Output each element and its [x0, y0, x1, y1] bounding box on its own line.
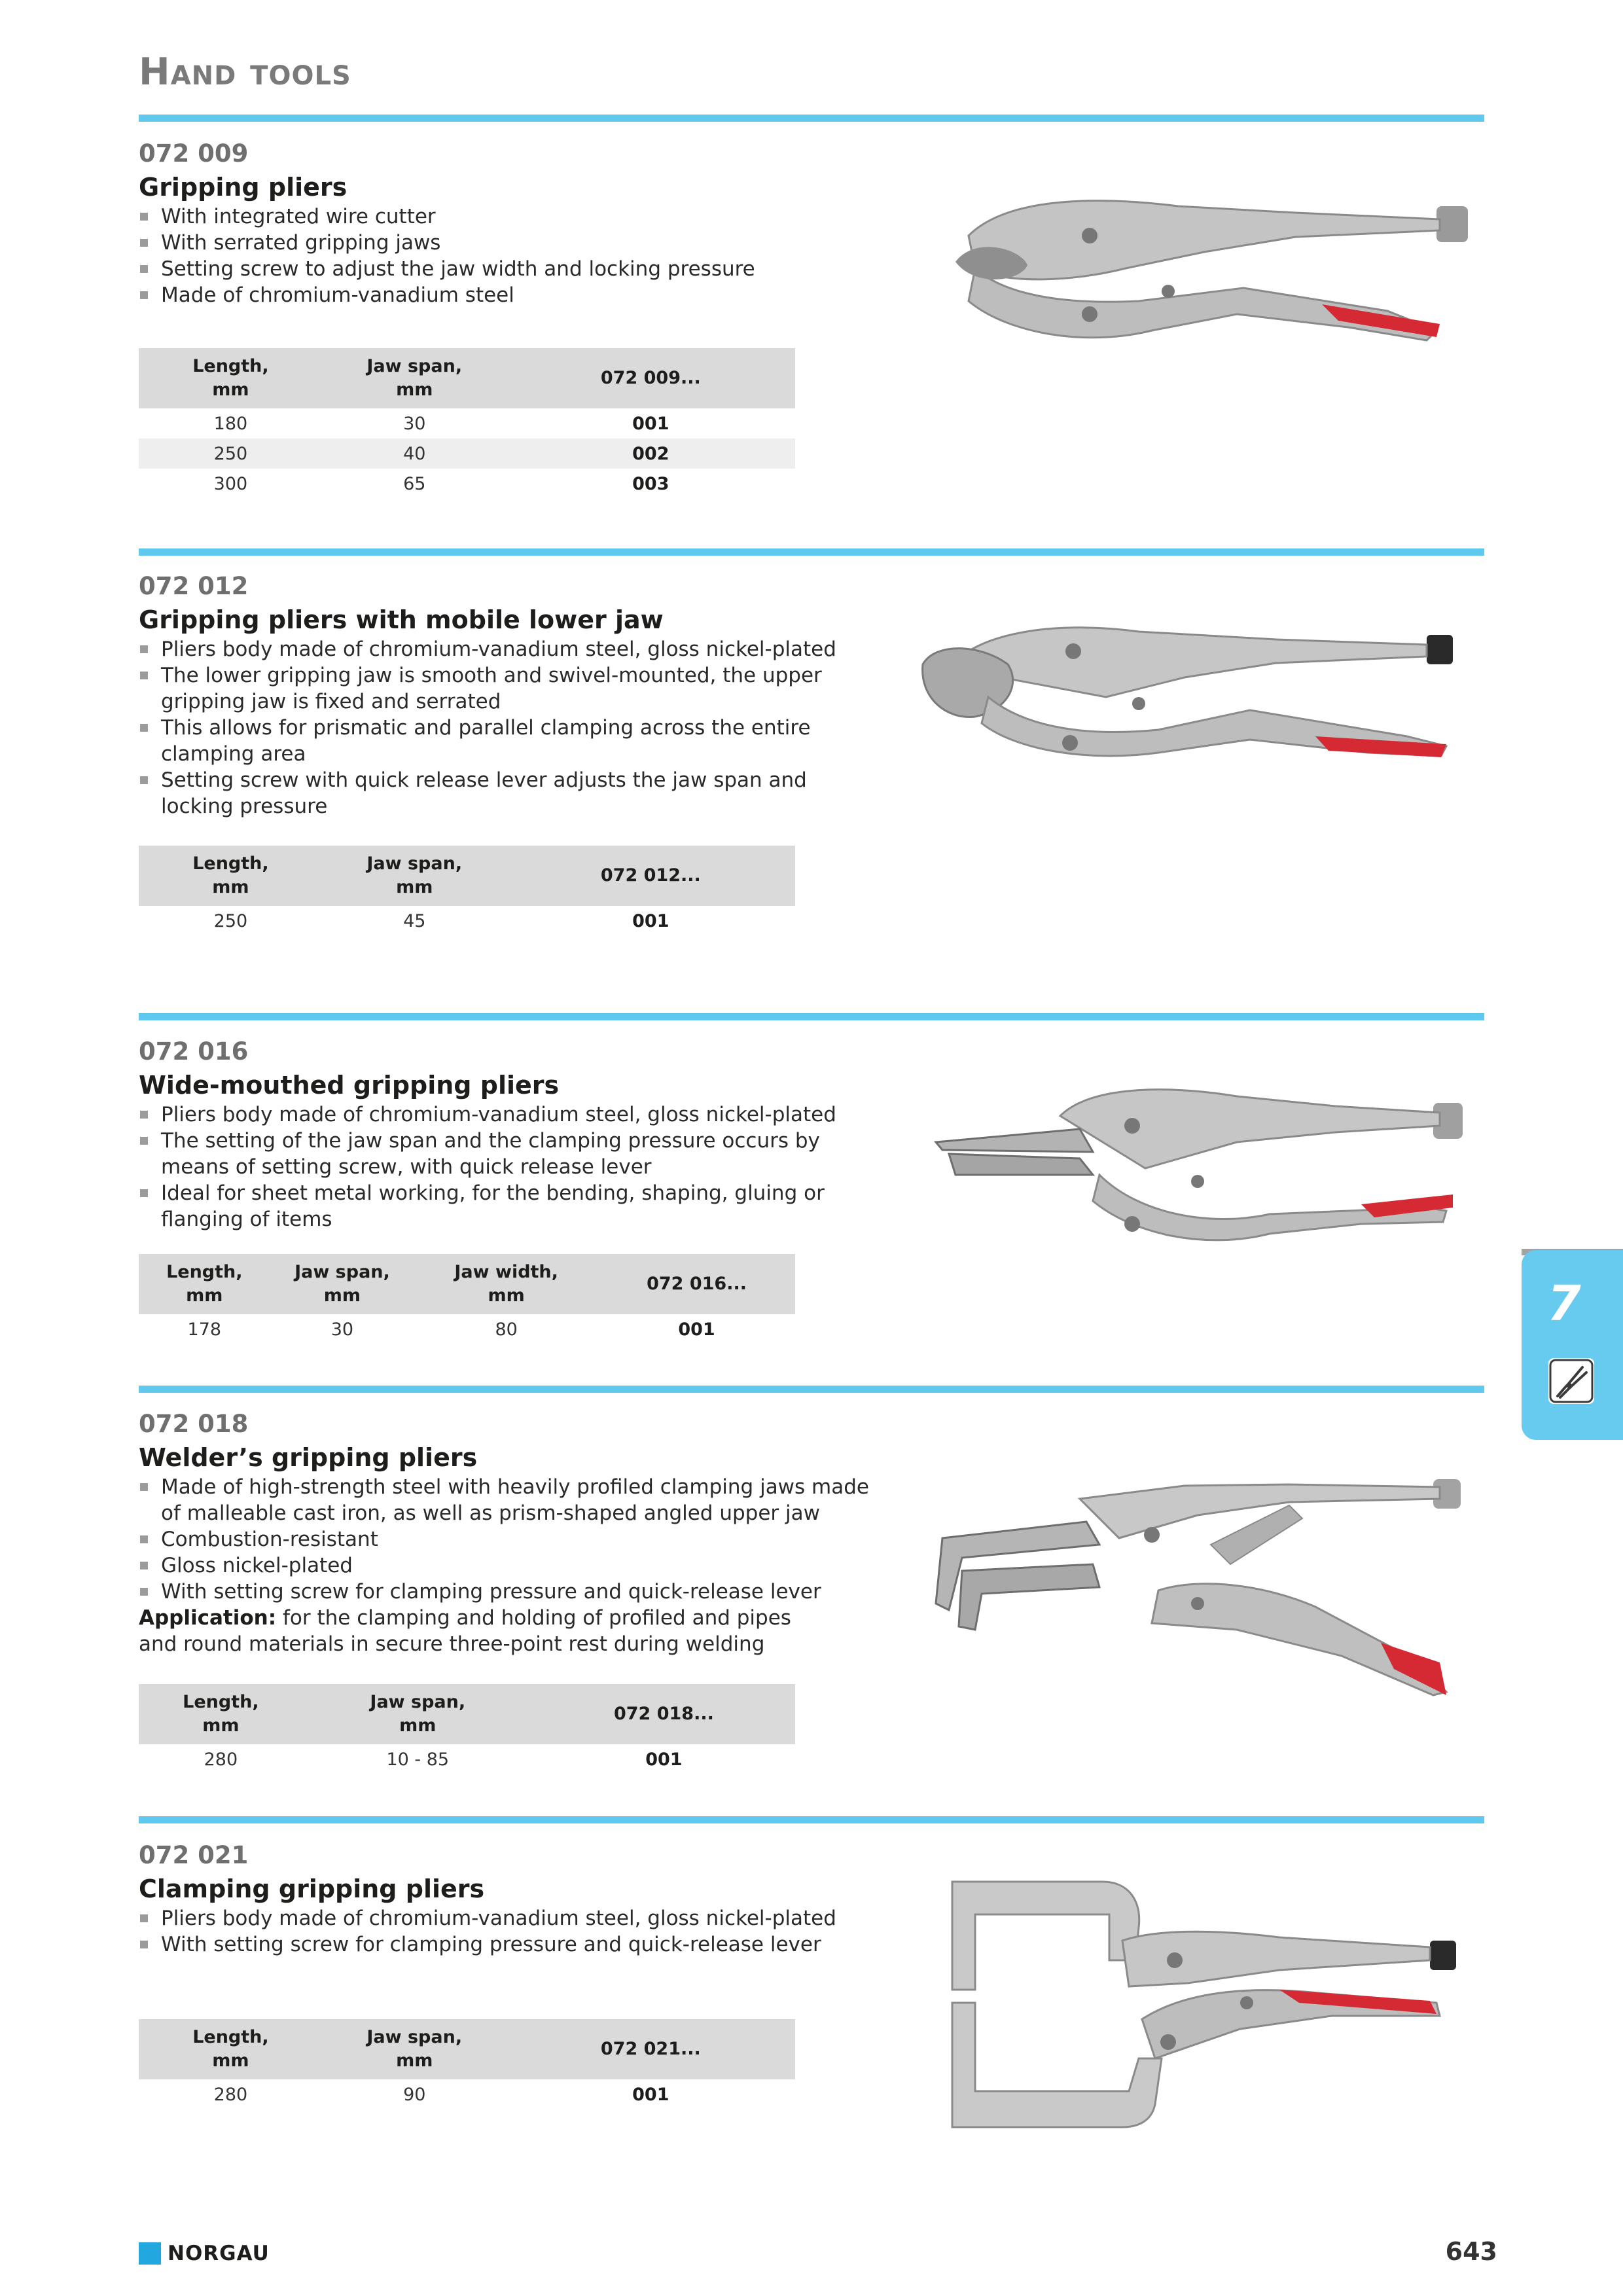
- table-cell: 30: [403, 413, 426, 434]
- product-name: Gripping pliers: [139, 173, 348, 202]
- table-header: Length, mm: [139, 348, 323, 408]
- section-rule: [139, 548, 1484, 556]
- page-title: Hand tools: [139, 50, 351, 94]
- feature-item: Gloss nickel-plated: [139, 1552, 872, 1579]
- spec-table: [139, 1684, 795, 1774]
- article-number: 001: [678, 1319, 715, 1340]
- product-photo-welding-pliers: [923, 1466, 1499, 1708]
- product-code: 072 012: [139, 572, 249, 600]
- table-header: Jaw span, mm: [323, 2019, 507, 2079]
- table-row: [139, 408, 795, 439]
- chapter-number: 7: [1547, 1276, 1581, 1332]
- table-cell: 30: [330, 1319, 354, 1340]
- table-header: Length, mm: [139, 846, 323, 906]
- table-header: Jaw span, mm: [270, 1254, 415, 1314]
- feature-item: Pliers body made of chromium-vanadium steel, gloss nickel-plated: [139, 636, 872, 662]
- spec-table: [139, 2019, 795, 2109]
- product-code: 072 009: [139, 139, 249, 168]
- table-row: [139, 906, 795, 936]
- table-cell: 40: [323, 439, 507, 469]
- table-cell: 80: [495, 1319, 518, 1340]
- table-header: Jaw span, mm: [323, 846, 507, 906]
- feature-item: Pliers body made of chromium-vanadium steel, gloss nickel-plated: [139, 1102, 872, 1128]
- feature-item: With setting screw for clamping pressure and quick-release lever: [139, 1931, 872, 1958]
- product-photo-swivel-jaw-pliers: [910, 605, 1486, 776]
- product-code: 072 021: [139, 1841, 249, 1869]
- section-rule: [139, 1013, 1484, 1020]
- feature-item: With serrated gripping jaws: [139, 230, 872, 256]
- feature-item: With setting screw for clamping pressure and quick-release lever: [139, 1579, 872, 1605]
- feature-list: [139, 1905, 872, 1958]
- brand-name: NORGAU: [168, 2242, 270, 2265]
- table-header: Length, mm: [139, 1254, 270, 1314]
- table-cell: 280: [213, 2084, 248, 2105]
- spec-table: [139, 348, 795, 499]
- feature-item: Pliers body made of chromium-vanadium steel, gloss nickel-plated: [139, 1905, 872, 1931]
- table-header: Length, mm: [139, 1684, 303, 1744]
- feature-item: This allows for prismatic and parallel clamping across the entire clamping area: [139, 715, 872, 767]
- product-name: Clamping gripping pliers: [139, 1874, 485, 1903]
- feature-item: Setting screw with quick release lever adjusts the jaw span and locking pressure: [139, 767, 872, 819]
- table-header: 072 021...: [507, 2019, 795, 2079]
- article-number: 001: [632, 910, 669, 931]
- product-photo-curved-jaw-pliers: [929, 190, 1492, 360]
- table-cell: 90: [403, 2084, 426, 2105]
- feature-item: Made of chromium-vanadium steel: [139, 282, 872, 308]
- table-cell: 250: [139, 439, 323, 469]
- section-rule: [139, 115, 1484, 122]
- table-cell: 250: [213, 910, 248, 931]
- table-header: 072 016...: [598, 1254, 795, 1314]
- product-code: 072 018: [139, 1410, 249, 1438]
- product-section: [139, 1039, 872, 1232]
- product-photo-c-clamp-pliers: [913, 1862, 1489, 2144]
- article-number: 001: [632, 2084, 669, 2105]
- chapter-tab[interactable]: [1522, 1250, 1623, 1440]
- table-header: 072 018...: [533, 1684, 795, 1744]
- table-header: 072 009...: [507, 348, 795, 408]
- table-header: Jaw span, mm: [303, 1684, 533, 1744]
- feature-list: [139, 1474, 872, 1605]
- product-name: Wide-mouthed gripping pliers: [139, 1071, 560, 1100]
- feature-list: [139, 204, 872, 308]
- table-cell: 10 - 85: [386, 1749, 450, 1770]
- table-header: Jaw width, mm: [414, 1254, 598, 1314]
- product-section: [139, 141, 872, 308]
- brand-square-icon: [139, 2242, 161, 2265]
- feature-item: With integrated wire cutter: [139, 204, 872, 230]
- feature-list: [139, 636, 872, 819]
- product-name: Welder’s gripping pliers: [139, 1443, 478, 1472]
- table-row: [139, 2079, 795, 2109]
- spec-table: [139, 1254, 795, 1344]
- product-section: [139, 574, 872, 819]
- feature-list: [139, 1102, 872, 1232]
- table-cell: 178: [187, 1319, 222, 1340]
- page-number: 643: [1445, 2237, 1497, 2266]
- feature-item: The setting of the jaw span and the clamping pressure occurs by means of setting screw, with quick release lever: [139, 1128, 872, 1180]
- product-code: 072 016: [139, 1037, 249, 1066]
- product-photo-wide-jaw-pliers: [929, 1077, 1492, 1260]
- article-number: 003: [632, 473, 669, 494]
- table-row: [139, 1314, 795, 1344]
- table-cell: 65: [403, 473, 426, 494]
- feature-item: Setting screw to adjust the jaw width and locking pressure: [139, 256, 872, 282]
- feature-item: Ideal for sheet metal working, for the bending, shaping, gluing or flanging of items: [139, 1180, 872, 1232]
- application-note: [139, 1605, 800, 1657]
- application-label: Application:: [139, 1606, 277, 1630]
- article-number: 001: [632, 413, 669, 434]
- table-cell: 300: [213, 473, 248, 494]
- table-header: Length, mm: [139, 2019, 323, 2079]
- table-cell: 180: [213, 413, 248, 434]
- table-header: Jaw span, mm: [323, 348, 507, 408]
- pliers-icon: [1548, 1358, 1594, 1404]
- table-row: [139, 439, 795, 469]
- product-section: [139, 1412, 872, 1657]
- table-cell: 280: [204, 1749, 238, 1770]
- product-name: Gripping pliers with mobile lower jaw: [139, 605, 664, 634]
- table-header: 072 012...: [507, 846, 795, 906]
- table-cell: 45: [403, 910, 426, 931]
- section-rule: [139, 1816, 1484, 1823]
- feature-item: The lower gripping jaw is smooth and swivel-mounted, the upper gripping jaw is fixed and serrated: [139, 662, 872, 715]
- feature-item: Combustion-resistant: [139, 1526, 872, 1552]
- table-row: [139, 1744, 795, 1774]
- article-number: 002: [507, 439, 795, 469]
- product-section: [139, 1843, 872, 1958]
- application-text: for the clamping and holding of profiled and pipes and round materials in secure three-point rest during welding: [139, 1606, 791, 1656]
- spec-table: [139, 846, 795, 936]
- section-rule: [139, 1386, 1484, 1393]
- article-number: 001: [645, 1749, 683, 1770]
- feature-item: Made of high-strength steel with heavily profiled clamping jaws made of malleable cast iron, as well as prism-shaped angled upper jaw: [139, 1474, 872, 1526]
- brand-logo: [139, 2242, 270, 2265]
- table-row: [139, 469, 795, 499]
